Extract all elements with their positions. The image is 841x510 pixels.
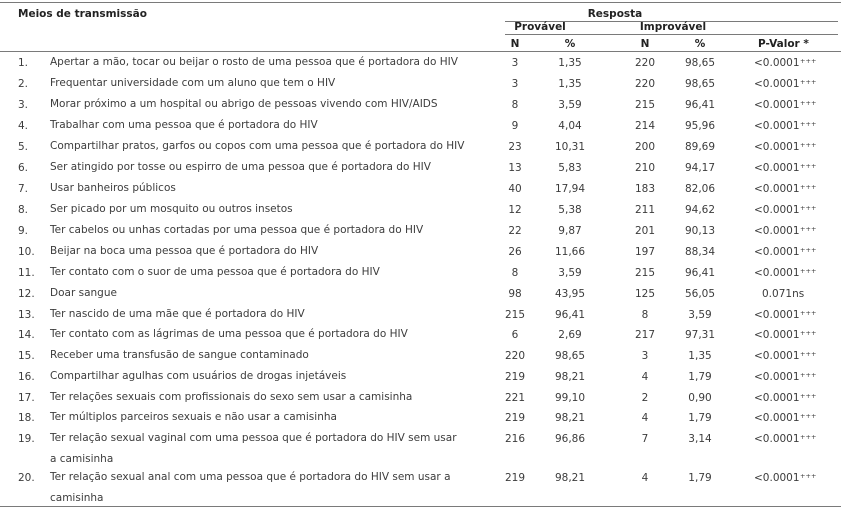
- pct-provavel-cell: 1,35: [558, 57, 582, 69]
- p-value-cell: [754, 412, 816, 424]
- n-improvavel-cell: 220: [634, 57, 656, 69]
- n-improvavel-cell: 201: [634, 225, 656, 237]
- row-number: 3.: [18, 99, 29, 111]
- pct-improvavel-cell: 0,90: [688, 392, 712, 404]
- col-header-improvavel: Improvável: [639, 21, 707, 33]
- pct-provavel-cell: 9,87: [558, 225, 582, 237]
- p-value-cell: [754, 309, 816, 321]
- row-number: 11.: [18, 267, 35, 279]
- pct-improvavel-cell: 97,31: [684, 329, 716, 341]
- n-improvavel-cell: 220: [634, 78, 656, 90]
- n-provavel-cell: 220: [504, 350, 526, 362]
- row-description: Ter múltiplos parceiros sexuais e não usar a camisinha: [50, 411, 337, 423]
- n-improvavel-cell: 3: [641, 350, 649, 362]
- pct-provavel-cell: 17,94: [554, 183, 586, 195]
- p-value: <0.0001: [754, 162, 800, 174]
- row-description: Compartilhar agulhas com usuários de drogas injetáveis: [50, 370, 347, 382]
- pct-improvavel-cell: 56,05: [684, 288, 716, 300]
- row-number: 18.: [18, 412, 35, 424]
- n-improvavel-cell: 4: [641, 412, 649, 424]
- pct-provavel-cell: 98,21: [554, 472, 586, 484]
- p-value: <0.0001: [754, 120, 800, 132]
- n-improvavel-cell: 2: [641, 392, 649, 404]
- p-value: <0.0001: [754, 99, 800, 111]
- row-number: 9.: [18, 225, 29, 237]
- pct-improvavel-cell: 88,34: [684, 246, 716, 258]
- n-provavel-cell: 6: [511, 329, 519, 341]
- p-value-cell: [754, 246, 816, 258]
- p-value: <0.0001: [754, 225, 800, 237]
- row-description: Ter contato com o suor de uma pessoa que é portadora do HIV: [50, 266, 380, 278]
- row-description: Ter cabelos ou unhas cortadas por uma pessoa que é portadora do HIV: [50, 224, 424, 236]
- col-header-n-improvavel: N: [640, 38, 650, 50]
- p-value: <0.0001: [754, 350, 800, 362]
- significance-marker: +++: [800, 57, 817, 65]
- row-description: Frequentar universidade com um aluno que tem o HIV: [50, 77, 336, 89]
- n-provavel-cell: 216: [504, 433, 526, 445]
- significance-marker: ns: [792, 288, 805, 300]
- significance-marker: +++: [800, 225, 817, 233]
- significance-marker: +++: [800, 162, 817, 170]
- pct-improvavel-cell: 94,17: [684, 162, 716, 174]
- n-improvavel-cell: 197: [634, 246, 656, 258]
- pct-provavel-cell: 43,95: [554, 288, 586, 300]
- pct-provavel-cell: 5,38: [558, 204, 582, 216]
- significance-marker: +++: [800, 472, 817, 480]
- p-value: <0.0001: [754, 57, 800, 69]
- pct-provavel-cell: 96,41: [554, 309, 586, 321]
- n-provavel-cell: 219: [504, 472, 526, 484]
- row-description: Ter contato com as lágrimas de uma pessoa que é portadora do HIV: [50, 328, 408, 340]
- row-description: Ter nascido de uma mãe que é portadora do HIV: [50, 308, 305, 320]
- pct-provavel-cell: 4,04: [558, 120, 582, 132]
- row-description: Apertar a mão, tocar ou beijar o rosto de uma pessoa que é portadora do HIV: [50, 56, 458, 68]
- significance-marker: +++: [800, 433, 817, 441]
- row-description: Trabalhar com uma pessoa que é portadora do HIV: [50, 119, 318, 131]
- pct-improvavel-cell: 94,62: [684, 204, 716, 216]
- p-value-cell: [754, 57, 816, 69]
- n-improvavel-cell: 7: [641, 433, 649, 445]
- col-header-pvalor: P-Valor *: [758, 38, 809, 50]
- p-value: <0.0001: [754, 183, 800, 195]
- pct-provavel-cell: 3,59: [558, 267, 582, 279]
- row-number: 20.: [18, 472, 35, 484]
- n-improvavel-cell: 4: [641, 472, 649, 484]
- n-improvavel-cell: 8: [641, 309, 649, 321]
- n-provavel-cell: 219: [504, 412, 526, 424]
- p-value: <0.0001: [754, 204, 800, 216]
- p-value-cell: [754, 183, 816, 195]
- p-value-cell: [754, 267, 816, 279]
- p-value: <0.0001: [754, 472, 800, 484]
- pct-improvavel-cell: 1,79: [688, 371, 712, 383]
- significance-marker: +++: [800, 183, 817, 191]
- n-provavel-cell: 23: [508, 141, 522, 153]
- pct-improvavel-cell: 1,79: [688, 472, 712, 484]
- pct-improvavel-cell: 89,69: [684, 141, 716, 153]
- significance-marker: +++: [800, 204, 817, 212]
- row-number: 14.: [18, 329, 35, 341]
- row-number: 7.: [18, 183, 29, 195]
- bottom-rule: [0, 506, 841, 507]
- significance-marker: +++: [800, 412, 817, 420]
- n-provavel-cell: 9: [511, 120, 519, 132]
- n-provavel-cell: 3: [511, 78, 519, 90]
- row-description: Ser atingido por tosse ou espirro de uma pessoa que é portadora do HIV: [50, 161, 431, 173]
- significance-marker: +++: [800, 309, 817, 317]
- pct-improvavel-cell: 98,65: [684, 57, 716, 69]
- row-number: 4.: [18, 120, 29, 132]
- row-number: 10.: [18, 246, 35, 258]
- row-description: Morar próximo a um hospital ou abrigo de pessoas vivendo com HIV/AIDS: [50, 98, 438, 110]
- col-header-n-provavel: N: [510, 38, 520, 50]
- pct-improvavel-cell: 95,96: [684, 120, 716, 132]
- n-improvavel-cell: 214: [634, 120, 656, 132]
- row-description: Ter relação sexual vaginal com uma pessoa que é portadora do HIV sem usar a camisinha: [50, 432, 457, 465]
- row-number: 6.: [18, 162, 29, 174]
- pct-provavel-cell: 98,21: [554, 371, 586, 383]
- row-description: Ter relações sexuais com profissionais do sexo sem usar a camisinha: [50, 391, 413, 403]
- row-number: 17.: [18, 392, 35, 404]
- significance-marker: +++: [800, 78, 817, 86]
- p-value: <0.0001: [754, 267, 800, 279]
- pct-provavel-cell: 96,86: [554, 433, 586, 445]
- n-improvavel-cell: 200: [634, 141, 656, 153]
- row-description: Compartilhar pratos, garfos ou copos com uma pessoa que é portadora do HIV: [50, 140, 465, 152]
- pct-provavel-cell: 11,66: [554, 246, 586, 258]
- p-value-cell: [754, 329, 816, 341]
- row-number: 15.: [18, 350, 35, 362]
- row-description: Doar sangue: [50, 287, 117, 299]
- pct-provavel-cell: 3,59: [558, 99, 582, 111]
- n-provavel-cell: 40: [508, 183, 522, 195]
- significance-marker: +++: [800, 246, 817, 254]
- row-description: Ser picado por um mosquito ou outros insetos: [50, 203, 293, 215]
- n-provavel-cell: 8: [511, 267, 519, 279]
- col-header-resposta: Resposta: [587, 8, 643, 20]
- n-improvavel-cell: 215: [634, 99, 656, 111]
- n-provavel-cell: 8: [511, 99, 519, 111]
- significance-marker: +++: [800, 392, 817, 400]
- p-value-cell: [754, 225, 816, 237]
- significance-marker: +++: [800, 371, 817, 379]
- pct-provavel-cell: 2,69: [558, 329, 582, 341]
- n-provavel-cell: 3: [511, 57, 519, 69]
- row-number: 13.: [18, 309, 35, 321]
- col-header-meios: Meios de transmissão: [18, 8, 147, 20]
- n-provavel-cell: 13: [508, 162, 522, 174]
- p-value: <0.0001: [754, 141, 800, 153]
- n-improvavel-cell: 125: [634, 288, 656, 300]
- n-improvavel-cell: 211: [634, 204, 656, 216]
- pct-provavel-cell: 1,35: [558, 78, 582, 90]
- row-number: 19.: [18, 433, 35, 445]
- p-value-cell: [762, 288, 804, 300]
- n-provavel-cell: 98: [508, 288, 522, 300]
- pct-provavel-cell: 99,10: [554, 392, 586, 404]
- n-provavel-cell: 219: [504, 371, 526, 383]
- row-number: 16.: [18, 371, 35, 383]
- pct-improvavel-cell: 1,79: [688, 412, 712, 424]
- pct-provavel-cell: 5,83: [558, 162, 582, 174]
- p-value-cell: [754, 472, 816, 484]
- pct-improvavel-cell: 3,14: [688, 433, 712, 445]
- p-value-cell: [754, 371, 816, 383]
- row-description: Ter relação sexual anal com uma pessoa que é portadora do HIV sem usar a camisinha: [50, 471, 451, 504]
- p-value: <0.0001: [754, 329, 800, 341]
- row-description: Receber uma transfusão de sangue contaminado: [50, 349, 309, 361]
- n-provavel-cell: 26: [508, 246, 522, 258]
- p-value-cell: [754, 204, 816, 216]
- pct-improvavel-cell: 98,65: [684, 78, 716, 90]
- row-number: 12.: [18, 288, 35, 300]
- row-description: Usar banheiros públicos: [50, 182, 176, 194]
- p-value-cell: [754, 120, 816, 132]
- n-provavel-cell: 22: [508, 225, 522, 237]
- significance-marker: +++: [800, 99, 817, 107]
- p-value-cell: [754, 162, 816, 174]
- p-value: <0.0001: [754, 246, 800, 258]
- p-value: <0.0001: [754, 309, 800, 321]
- p-value-cell: [754, 141, 816, 153]
- pct-improvavel-cell: 1,35: [688, 350, 712, 362]
- p-value-cell: [754, 78, 816, 90]
- p-value: <0.0001: [754, 433, 800, 445]
- group-underline: [505, 34, 838, 35]
- significance-marker: +++: [800, 120, 817, 128]
- p-value-cell: [754, 433, 816, 445]
- row-number: 1.: [18, 57, 29, 69]
- p-value: 0.071: [762, 288, 793, 300]
- row-number: 2.: [18, 78, 29, 90]
- n-improvavel-cell: 210: [634, 162, 656, 174]
- pct-improvavel-cell: 96,41: [684, 267, 716, 279]
- p-value: <0.0001: [754, 412, 800, 424]
- p-value: <0.0001: [754, 78, 800, 90]
- pct-provavel-cell: 98,21: [554, 412, 586, 424]
- pct-improvavel-cell: 82,06: [684, 183, 716, 195]
- p-value-cell: [754, 392, 816, 404]
- top-rule: [0, 2, 841, 3]
- n-improvavel-cell: 4: [641, 371, 649, 383]
- significance-marker: +++: [800, 329, 817, 337]
- row-description: Beijar na boca uma pessoa que é portadora do HIV: [50, 245, 319, 257]
- n-provavel-cell: 221: [504, 392, 526, 404]
- pct-provavel-cell: 10,31: [554, 141, 586, 153]
- pct-improvavel-cell: 90,13: [684, 225, 716, 237]
- significance-marker: +++: [800, 350, 817, 358]
- n-improvavel-cell: 217: [634, 329, 656, 341]
- pct-provavel-cell: 98,65: [554, 350, 586, 362]
- pct-improvavel-cell: 3,59: [688, 309, 712, 321]
- col-header-pct-provavel: %: [564, 38, 576, 50]
- col-header-provavel: Provável: [514, 21, 566, 33]
- row-number: 8.: [18, 204, 29, 216]
- significance-marker: +++: [800, 267, 817, 275]
- n-provavel-cell: 12: [508, 204, 522, 216]
- p-value-cell: [754, 99, 816, 111]
- p-value: <0.0001: [754, 392, 800, 404]
- significance-marker: +++: [800, 141, 817, 149]
- row-number: 5.: [18, 141, 29, 153]
- n-provavel-cell: 215: [504, 309, 526, 321]
- n-improvavel-cell: 215: [634, 267, 656, 279]
- p-value: <0.0001: [754, 371, 800, 383]
- pct-improvavel-cell: 96,41: [684, 99, 716, 111]
- p-value-cell: [754, 350, 816, 362]
- n-improvavel-cell: 183: [634, 183, 656, 195]
- col-header-pct-improvavel: %: [694, 38, 706, 50]
